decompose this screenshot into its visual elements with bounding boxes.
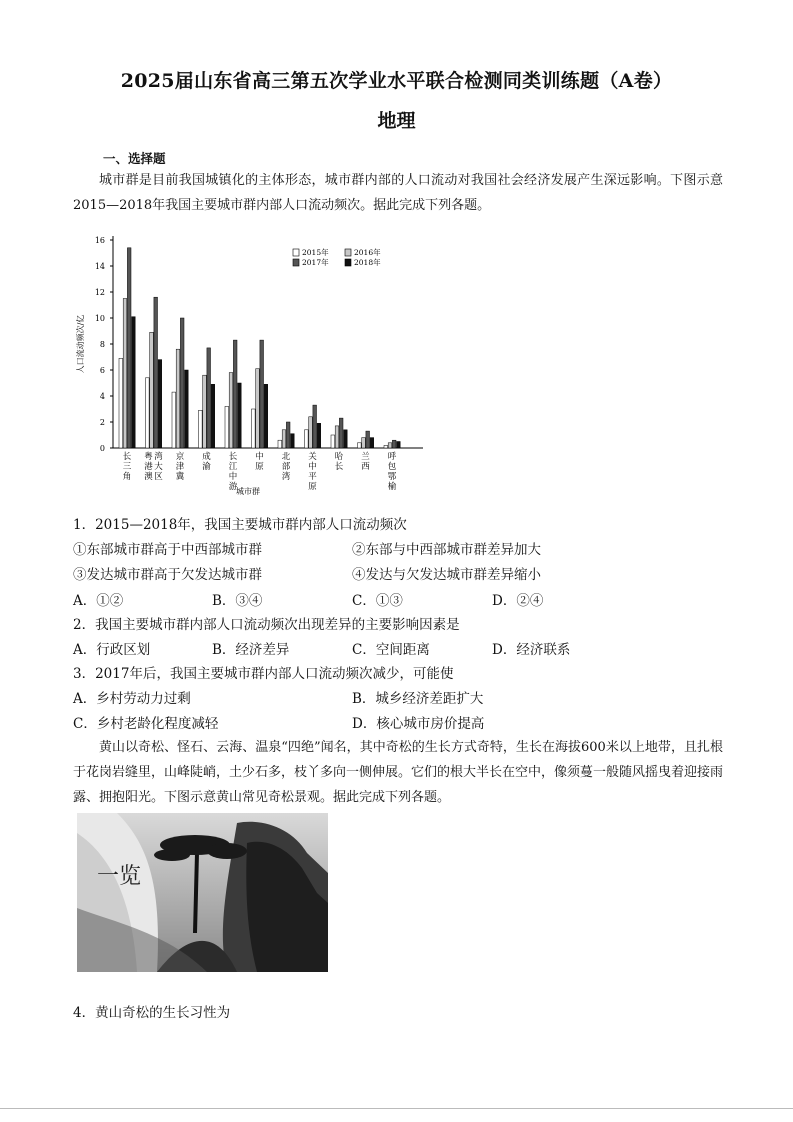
- legend-swatch-2016年: [345, 249, 351, 256]
- legend-swatch-2017年: [293, 259, 299, 266]
- bar-2016年-京津冀: [176, 349, 180, 448]
- category-label-char: 部: [281, 462, 291, 472]
- bar-2015年-成渝: [199, 410, 203, 448]
- bar-2015年-关中平原: [305, 430, 309, 448]
- category-label-char: 榆: [387, 482, 397, 492]
- category-label-char: 平: [308, 472, 317, 482]
- category-label-char: 关: [308, 452, 317, 462]
- y-tick-label: 10: [94, 314, 105, 323]
- category-label-char: 渝: [202, 462, 211, 472]
- bar-2018年-兰西: [370, 438, 374, 448]
- bar-2016年-粤港澳大湾区: [150, 332, 154, 448]
- bar-2017年-粤港澳大湾区: [154, 297, 158, 448]
- subject-title: 地理: [377, 110, 416, 132]
- q1-statement-1: ①东部城市群高于中西部城市群: [73, 542, 262, 558]
- y-tick-label: 12: [94, 288, 105, 297]
- category-label-char: 长: [334, 462, 344, 472]
- legend-label-2016年: 2016年: [354, 248, 381, 257]
- category-label-char: 大: [154, 462, 163, 472]
- q1-statement-3: ③发达城市群高于欠发达城市群: [73, 567, 262, 583]
- q1-statement-4: ④发达与欠发达城市群差异缩小: [352, 567, 541, 583]
- category-label-char: 中: [308, 462, 317, 472]
- intro-paragraph-2: 黄山以奇松、怪石、云海、温泉“四绝”闻名，其中奇松的生长方式奇特，生长在海拔600米以上地带，且扎根于花岗岩缝里，山峰陡峭，土少石多，枝丫多向一侧伸展。它们的根大半长在空中，像须蔓一般随风摇曳着迎接雨露、拥抱阳光。下图示意黄山常见奇松景观。据此完成下列各题。: [73, 740, 724, 805]
- category-label-char: 原: [255, 462, 264, 472]
- category-label-char: 角: [122, 472, 132, 482]
- bar-2018年-呼包鄂榆: [397, 442, 401, 449]
- q3-option-a[interactable]: A．乡村劳动力过剩: [73, 691, 191, 707]
- population-flow-bar-chart: [73, 222, 433, 497]
- bar-2018年-长三角: [132, 317, 136, 448]
- bar-2017年-京津冀: [180, 318, 184, 448]
- category-label-char: 长: [122, 452, 132, 462]
- question-3-stem: 3．2017年后，我国主要城市群内部人口流动频次减少，可能使: [73, 666, 454, 682]
- bar-2016年-关中平原: [309, 417, 313, 448]
- q1-option-a[interactable]: A．①②: [73, 593, 124, 609]
- bar-2018年-长江中游: [238, 383, 242, 448]
- bar-2017年-兰西: [366, 431, 370, 448]
- q2-option-a[interactable]: A．行政区划: [73, 642, 151, 658]
- bar-2015年-兰西: [358, 443, 362, 448]
- bar-2016年-哈长: [335, 426, 339, 448]
- y-tick-label: 4: [99, 392, 105, 401]
- category-label-char: 冀: [175, 472, 185, 482]
- bar-2017年-北部湾: [286, 422, 290, 448]
- bar-2016年-呼包鄂榆: [388, 443, 392, 448]
- y-tick-label: 2: [99, 418, 105, 427]
- q3-option-b[interactable]: B．城乡经济差距扩大: [352, 691, 484, 707]
- category-label-char: 哈: [334, 452, 344, 462]
- y-axis-label: 人口流动频次/亿: [76, 314, 85, 374]
- y-tick-label: 14: [94, 262, 105, 271]
- bar-2016年-兰西: [362, 438, 366, 448]
- category-label-char: 中: [255, 452, 264, 462]
- q1-option-b[interactable]: B．③④: [212, 593, 263, 609]
- category-label-char: 北: [281, 452, 291, 462]
- bar-2015年-哈长: [331, 435, 335, 448]
- bar-2017年-中原: [260, 340, 264, 448]
- bar-2018年-哈长: [344, 430, 348, 448]
- bar-2018年-粤港澳大湾区: [158, 360, 162, 448]
- category-label-char: 长: [228, 452, 238, 462]
- q3-option-d[interactable]: D．核心城市房价提高: [352, 716, 485, 732]
- page-title: 2025届山东省高三第五次学业水平联合检测同类训练题（A卷）: [120, 70, 673, 92]
- category-label-char: 包: [387, 462, 397, 472]
- category-label-char: 游: [228, 482, 238, 492]
- legend-label-2018年: 2018年: [354, 258, 381, 267]
- q1-statement-2: ②东部与中西部城市群差异加大: [352, 542, 541, 558]
- photo-inscription: 一览: [97, 864, 142, 889]
- question-1-stem: 1．2015—2018年，我国主要城市群内部人口流动频次: [73, 517, 407, 533]
- category-label-char: 成: [202, 452, 211, 462]
- category-label-char: 湾: [154, 452, 163, 462]
- q1-option-c[interactable]: C．①③: [352, 593, 403, 609]
- bar-2018年-中原: [264, 384, 268, 448]
- bar-2015年-中原: [252, 409, 256, 448]
- bar-2018年-京津冀: [185, 370, 189, 448]
- huangshan-pine-photo: [77, 813, 328, 972]
- q2-option-b[interactable]: B．经济差异: [212, 642, 290, 658]
- bar-2015年-京津冀: [172, 392, 176, 448]
- intro-paragraph-1: 城市群是目前我国城镇化的主体形态，城市群内部的人口流动对我国社会经济发展产生深远影响。下图示意2015—2018年我国主要城市群内部人口流动频次。据此完成下列各题。: [73, 173, 723, 213]
- bar-2015年-北部湾: [278, 440, 282, 448]
- category-label-char: 津: [175, 462, 185, 472]
- bar-2016年-中原: [256, 369, 260, 448]
- page-bottom-rule: [0, 1108, 793, 1109]
- section-heading: 一、选择题: [103, 151, 166, 166]
- category-label-char: 兰: [361, 452, 370, 462]
- category-label-char: 中: [228, 472, 238, 482]
- bar-2017年-成渝: [207, 348, 211, 448]
- legend-swatch-2015年: [293, 249, 299, 256]
- bar-2017年-哈长: [339, 418, 343, 448]
- x-axis-label: 城市群: [236, 487, 260, 496]
- bar-2015年-呼包鄂榆: [384, 445, 388, 448]
- category-label-char: 江: [228, 462, 238, 472]
- question-4-stem: 4．黄山奇松的生长习性为: [73, 1005, 231, 1021]
- q2-option-c[interactable]: C．空间距离: [352, 642, 430, 658]
- bar-2015年-长江中游: [225, 406, 229, 448]
- category-label-char: 西: [361, 462, 370, 472]
- bar-2015年-长三角: [119, 358, 123, 448]
- y-tick-label: 0: [99, 444, 105, 453]
- bar-2017年-长三角: [127, 248, 131, 448]
- bar-2017年-呼包鄂榆: [392, 440, 396, 448]
- bar-2016年-长三角: [123, 299, 127, 449]
- q3-option-c[interactable]: C．乡村老龄化程度减轻: [73, 716, 219, 732]
- category-label-char: 粤: [144, 452, 153, 462]
- legend-label-2015年: 2015年: [302, 248, 329, 257]
- bar-2018年-北部湾: [291, 434, 295, 448]
- bar-2015年-粤港澳大湾区: [146, 378, 150, 448]
- category-label-char: 呼: [387, 452, 397, 462]
- y-tick-label: 8: [99, 340, 105, 349]
- y-tick-label: 6: [99, 366, 105, 375]
- category-label-char: 区: [154, 472, 163, 482]
- legend-label-2017年: 2017年: [302, 258, 329, 267]
- bar-2017年-长江中游: [233, 340, 237, 448]
- bar-2016年-长江中游: [229, 373, 233, 448]
- category-label-char: 湾: [281, 472, 291, 482]
- q2-option-d[interactable]: D．经济联系: [492, 642, 571, 658]
- q1-option-d[interactable]: D．②④: [492, 593, 544, 609]
- bar-2016年-北部湾: [282, 430, 286, 448]
- legend-swatch-2018年: [345, 259, 351, 266]
- category-label-char: 京: [175, 452, 185, 462]
- category-label-char: 港: [144, 462, 153, 472]
- category-label-char: 鄂: [387, 472, 397, 482]
- bar-2017年-关中平原: [313, 405, 317, 448]
- bar-2018年-关中平原: [317, 423, 321, 448]
- bar-2018年-成渝: [211, 384, 215, 448]
- category-label-char: 澳: [144, 472, 153, 482]
- bar-2016年-成渝: [203, 375, 207, 448]
- category-label-char: 三: [122, 462, 132, 472]
- y-tick-label: 16: [94, 236, 105, 245]
- category-label-char: 原: [308, 482, 317, 492]
- question-2-stem: 2．我国主要城市群内部人口流动频次出现差异的主要影响因素是: [73, 617, 460, 633]
